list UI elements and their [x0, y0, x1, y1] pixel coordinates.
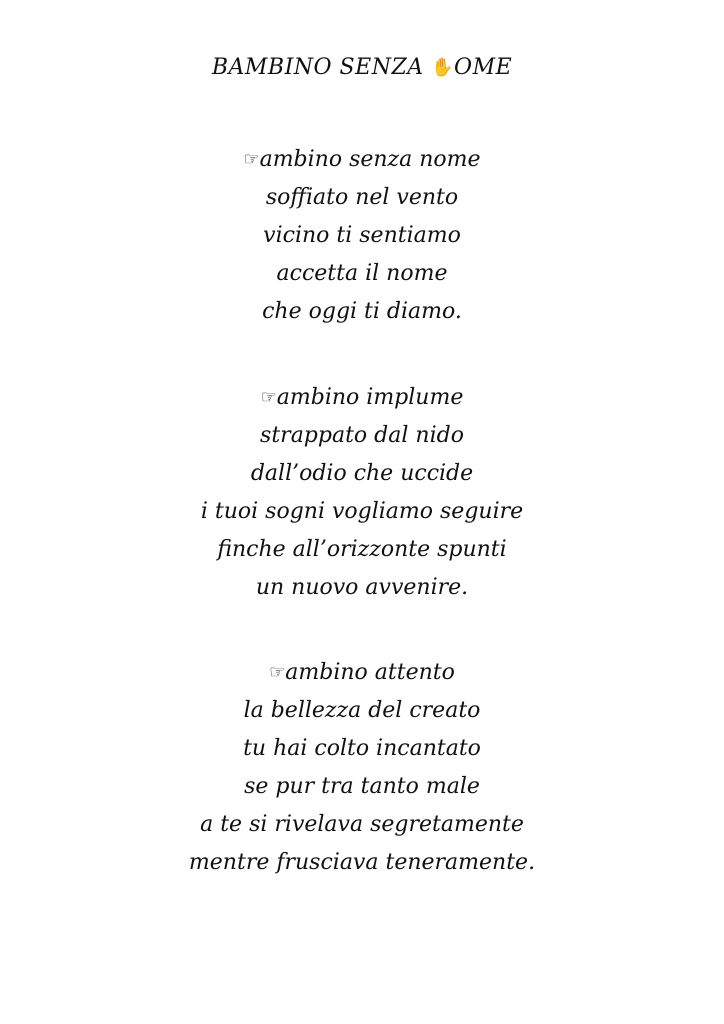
poem-line: se pur tra tanto male	[244, 774, 480, 799]
poem-line: i tuoi sogni vogliamo seguire	[200, 499, 524, 524]
poem-line	[0, 379, 724, 417]
poem-line	[0, 654, 724, 692]
poem-line: accetta il nome	[276, 261, 448, 286]
poem-line: vicino ti sentiamo	[263, 223, 461, 248]
pointing-hand-icon: ☞	[260, 387, 277, 408]
line-text: ambino senza nome	[259, 147, 481, 172]
poem-line: un nuovo avvenire.	[255, 575, 469, 600]
poem-line: tu hai colto incantato	[243, 736, 481, 761]
pointing-hand-icon: ☞	[269, 662, 286, 683]
poem-line: che oggi ti diamo.	[262, 299, 462, 324]
pointing-hand-icon: ☞	[243, 149, 260, 170]
poem-line: finche all’orizzonte spunti	[217, 537, 507, 562]
line-text: ambino attento	[285, 660, 455, 685]
stanza-1	[0, 141, 724, 331]
poem-line: dall’odio che uccide	[250, 461, 474, 486]
poem-line: soffiato nel vento	[265, 185, 459, 210]
raised-hand-icon: ✋	[431, 57, 455, 78]
poem-line: la bellezza del creato	[243, 698, 481, 723]
poem-line: strappato dal nido	[260, 423, 464, 448]
poem-line: a te si rivelava segretamente	[200, 812, 524, 837]
poem-title	[0, 50, 724, 86]
poem-line: mentre frusciava teneramente.	[188, 850, 536, 875]
line-text: ambino implume	[276, 385, 464, 410]
title-text-end: OME	[454, 55, 513, 80]
stanza-3	[0, 654, 724, 882]
stanza-2	[0, 379, 724, 607]
title-text-start: BAMBINO SENZA	[211, 55, 432, 80]
poem-line	[0, 141, 724, 179]
